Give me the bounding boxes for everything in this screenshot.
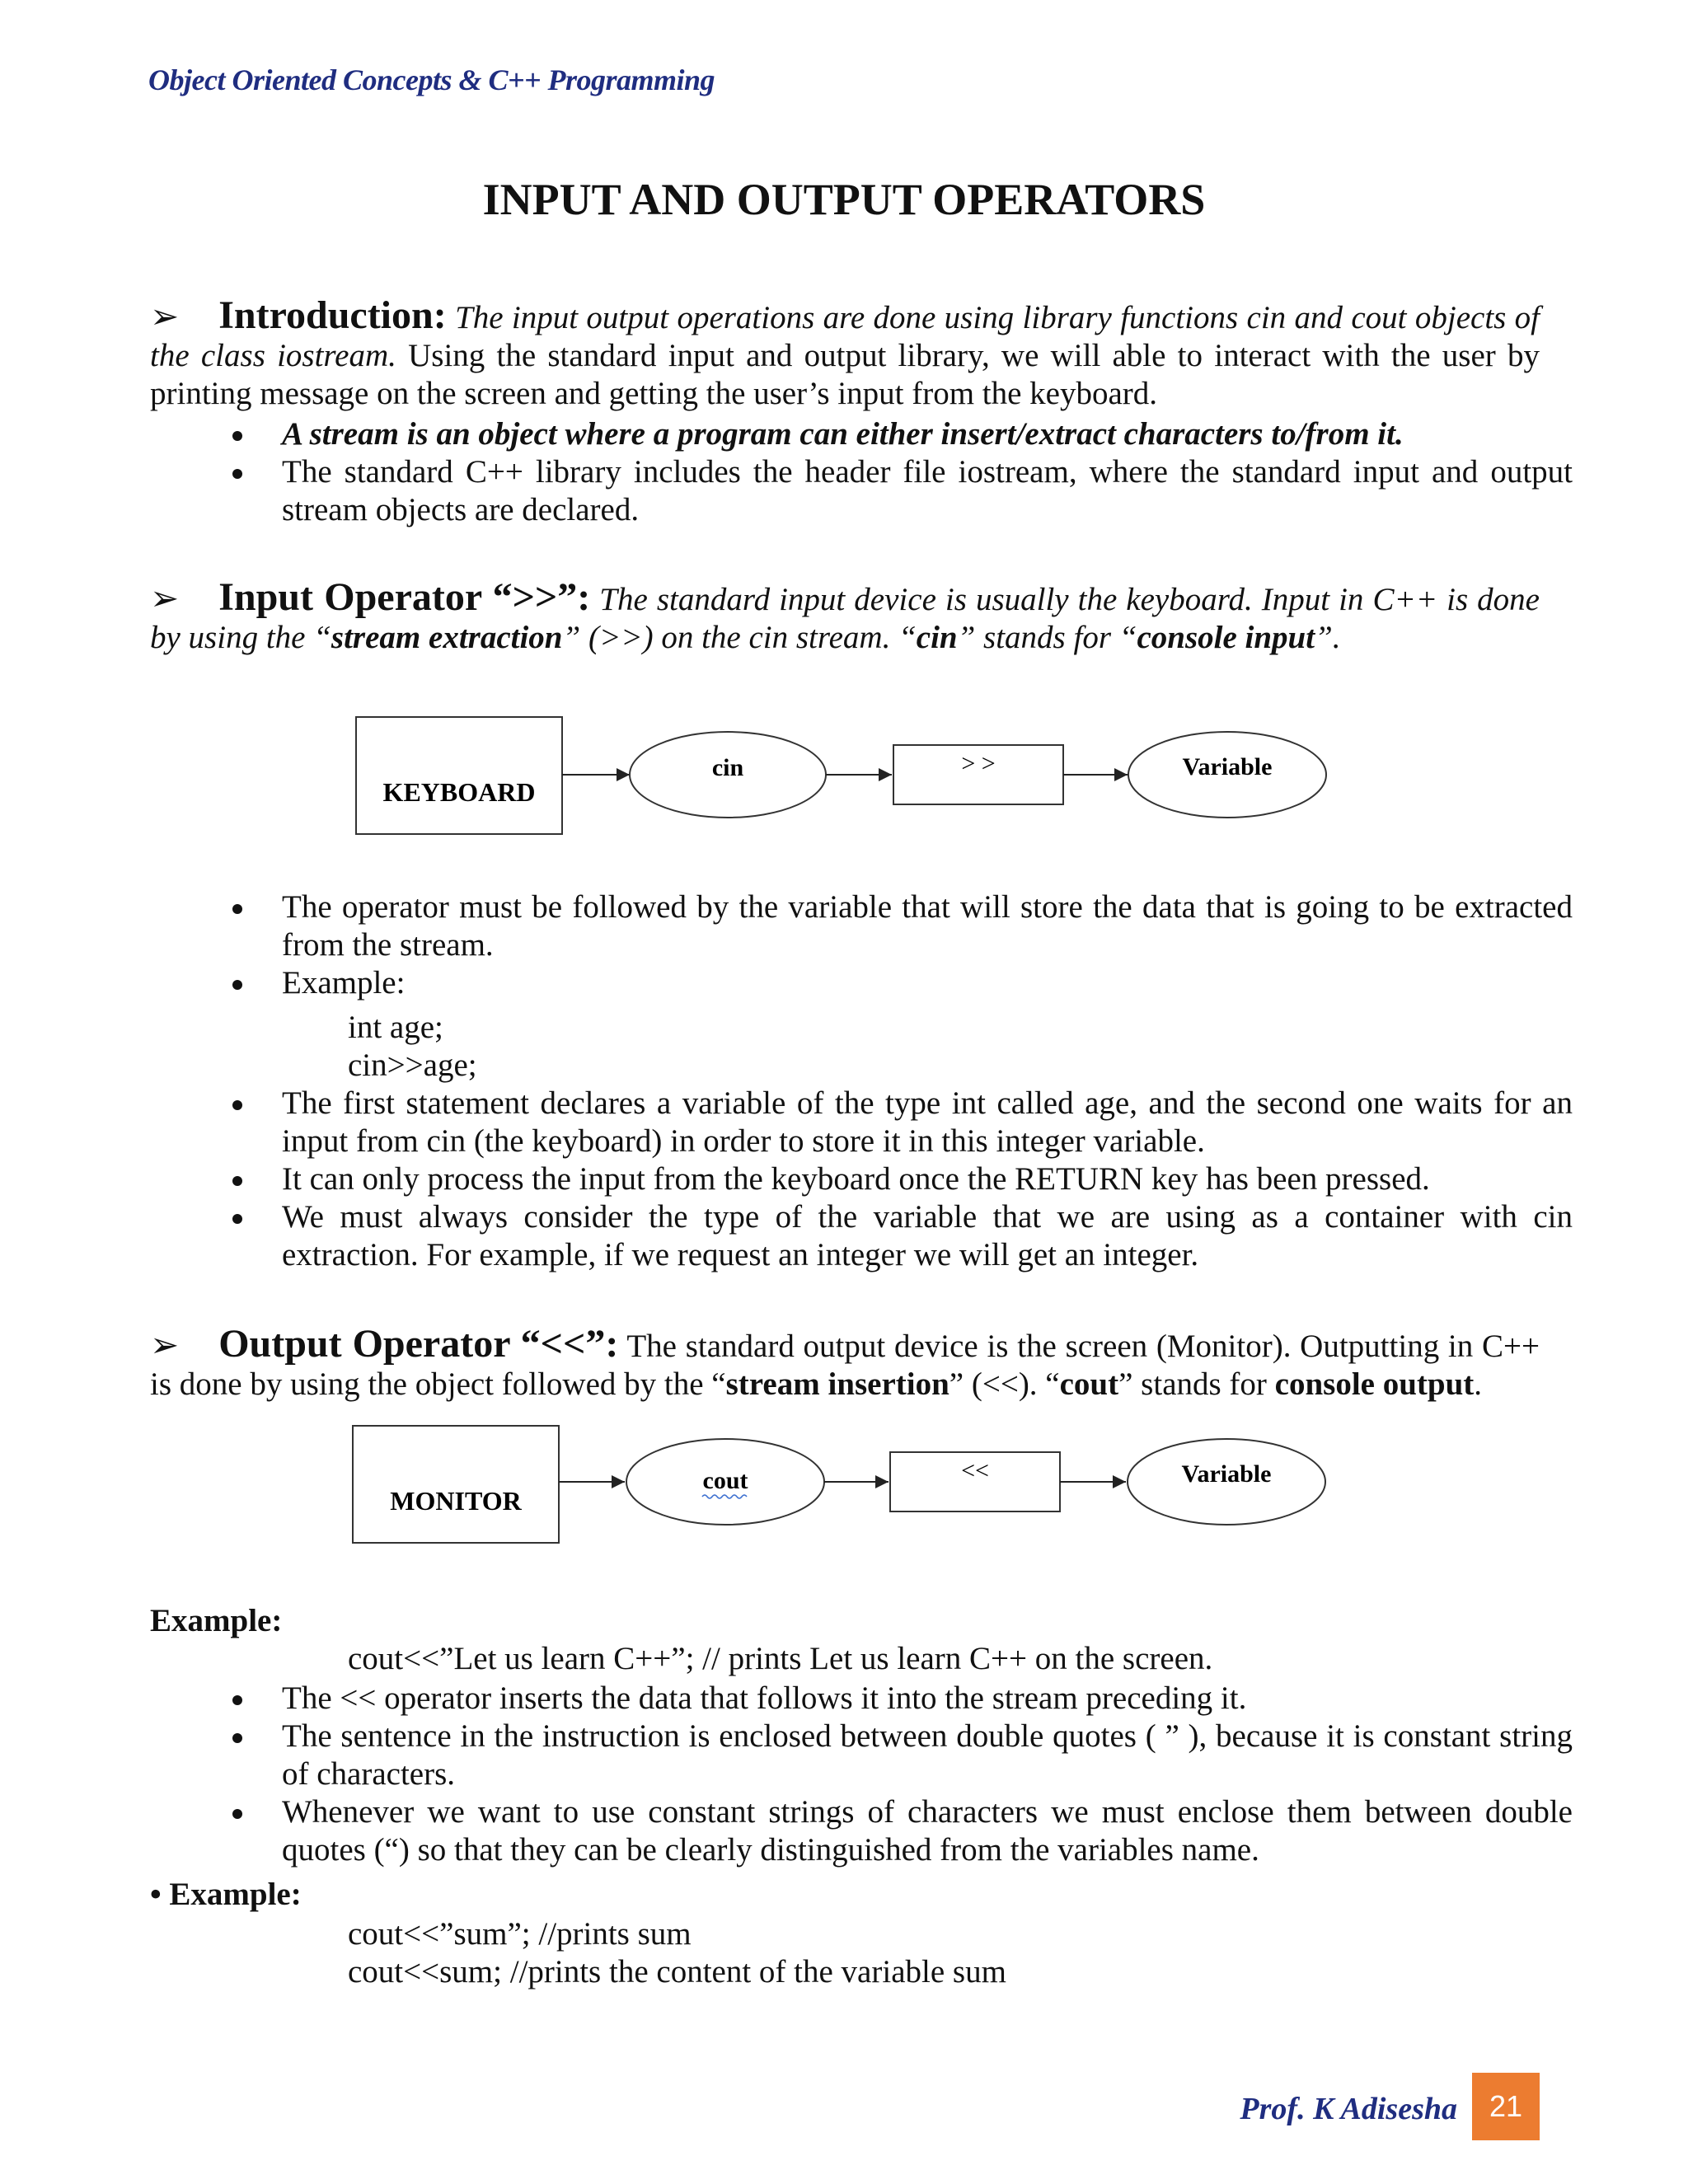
header-title: Object Oriented Concepts & C++ Programming xyxy=(148,63,715,96)
output-operator-paragraph: ➢ Output Operator “<<”: The standard output device is the screen (Monitor). Outputting in C++ is done by using the object followed by the “stream insertion” (<<). “cout” stands for console output. xyxy=(150,1322,1540,1402)
list-item: Example: xyxy=(231,964,1573,1002)
output-operator-heading: Output Operator “<<”: xyxy=(218,1322,619,1366)
arrow-bullet-icon: ➢ xyxy=(150,580,180,618)
arrow-bullet-icon: ➢ xyxy=(150,1327,180,1365)
input-operator-paragraph: ➢ Input Operator “>>”: The standard input device is usually the keyboard. Input in C++ is done by using the “stream extraction” (>>) on the cin stream. “cin” stands for “console input”. xyxy=(150,575,1540,655)
intro-italic-text: The input output operations are done using library functions cin and cout objects of the class iostream. xyxy=(150,300,1540,373)
input-code-example xyxy=(348,1009,477,1085)
extraction-operator-label: > > xyxy=(961,750,996,777)
input-bullet-list-2 xyxy=(198,1085,1573,1274)
list-item: A stream is an object where a program can either insert/extract characters to/from it. xyxy=(231,415,1573,453)
example-label-2: • Example: xyxy=(150,1877,302,1912)
list-item: We must always consider the type of the variable that we are using as a container with cin extraction. For example, if we request an integer we will get an integer. xyxy=(231,1198,1573,1274)
page-number: 21 xyxy=(1472,2073,1540,2140)
intro-heading: Introduction: xyxy=(218,293,447,337)
list-item: The standard C++ library includes the header file iostream, where the standard input and output stream objects are declared. xyxy=(231,453,1573,529)
code-line: cout<<”Let us learn C++”; // prints Let us learn C++ on the screen. xyxy=(348,1641,1213,1676)
list-item: The first statement declares a variable of the type int called age, and the second one waits for an input from cin (the keyboard) in order to store it in this integer variable. xyxy=(231,1085,1573,1160)
intro-paragraph xyxy=(150,293,1540,413)
code-line: cout<<sum; //prints the content of the variable sum xyxy=(348,1954,1006,1990)
list-item: The << operator inserts the data that follows it into the stream preceding it. xyxy=(231,1680,1573,1718)
code-line: cin>>age; xyxy=(348,1047,477,1083)
input-flow-diagram xyxy=(0,709,1688,841)
insertion-operator-label: << xyxy=(961,1457,989,1484)
cout-label: cout xyxy=(702,1467,748,1494)
arrow-bullet-icon: ➢ xyxy=(150,298,180,336)
page-title: INPUT AND OUTPUT OPERATORS xyxy=(482,175,1206,224)
keyboard-label: KEYBOARD xyxy=(382,777,536,807)
monitor-label: MONITOR xyxy=(390,1486,522,1516)
variable-label: Variable xyxy=(1182,753,1273,780)
code-line: int age; xyxy=(348,1010,443,1045)
input-operator-heading: Input Operator “>>”: xyxy=(218,575,591,619)
intro-bullet-list xyxy=(198,415,1573,529)
cin-label: cin xyxy=(711,754,744,781)
bullet-icon: • xyxy=(150,1877,162,1912)
footer-author: Prof. K Adisesha xyxy=(1240,2092,1457,2126)
example-bullet-list xyxy=(198,1680,1573,1869)
list-item: The operator must be followed by the variable that will store the data that is going to be extracted from the stream. xyxy=(231,888,1573,964)
list-item: It can only process the input from the keyboard once the RETURN key has been pressed. xyxy=(231,1160,1573,1198)
code-example-2 xyxy=(348,1915,1006,1991)
variable-label: Variable xyxy=(1181,1460,1272,1488)
input-bullet-list xyxy=(198,888,1573,1002)
intro-text: Using the standard input and output library, we will able to interact with the user by printing message on the screen and getting the user’s input from the keyboard. xyxy=(150,338,1540,411)
list-item: The sentence in the instruction is enclosed between double quotes ( ” ), because it is constant string of characters. xyxy=(231,1718,1573,1793)
code-line: cout<<”sum”; //prints sum xyxy=(348,1916,692,1952)
monitor-box xyxy=(353,1426,559,1543)
output-flow-diagram xyxy=(0,1418,1688,1549)
keyboard-box xyxy=(356,717,562,834)
example-label: Example: xyxy=(150,1603,283,1638)
list-item: Whenever we want to use constant strings of characters we must enclose them between double quotes (“) so that they can be clearly distinguished from the variables name. xyxy=(231,1793,1573,1869)
